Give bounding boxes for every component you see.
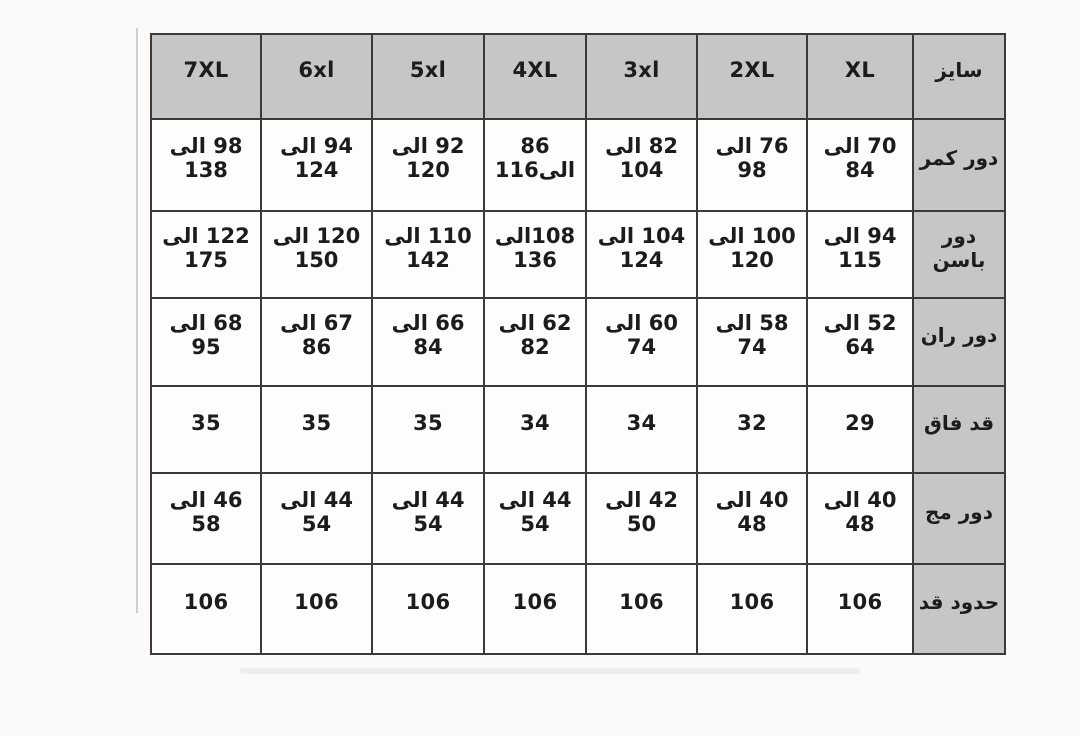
size-header-3xl: 3xl [586,34,697,119]
measurement-value-cell: 76 الى 98 [697,119,807,211]
table-row-cuff [151,473,1005,564]
measurement-value-cell: 34 [484,386,586,473]
header-row [151,34,1005,119]
table-row-length [151,564,1005,654]
measurement-value-cell: 60 الى 74 [586,298,697,386]
measurement-label-thigh: دور ران [913,298,1005,386]
measurement-value-cell: 58 الى 74 [697,298,807,386]
measurement-label-cuff: دور مج [913,473,1005,564]
measurement-value-cell: 66 الى 84 [372,298,484,386]
measurement-value-cell: 40 الى 48 [697,473,807,564]
size-header-xl: XL [807,34,913,119]
measurement-value-cell: 44 الى 54 [484,473,586,564]
measurement-value-cell: 35 [372,386,484,473]
size-header-7xl: 7XL [151,34,261,119]
table-row-thigh [151,298,1005,386]
measurement-value-cell: 35 [151,386,261,473]
measurement-value-cell: 44 الى 54 [261,473,372,564]
measurement-value-cell: 122 الى 175 [151,211,261,298]
measurement-value-cell: 52 الى 64 [807,298,913,386]
measurement-value-cell: 92 الى 120 [372,119,484,211]
table-row-rise [151,386,1005,473]
measurement-value-cell: 62 الى 82 [484,298,586,386]
measurement-value-cell: 32 [697,386,807,473]
measurement-value-cell: 106 [807,564,913,654]
measurement-value-cell: 94 الى 115 [807,211,913,298]
measurement-label-hip: دور باسن [913,211,1005,298]
measurement-value-cell: 108الى 136 [484,211,586,298]
measurement-value-cell: 120 الى 150 [261,211,372,298]
size-header-6xl: 6xl [261,34,372,119]
measurement-value-cell: 98 الى 138 [151,119,261,211]
measurement-value-cell: 106 [151,564,261,654]
measurement-value-cell: 46 الى 58 [151,473,261,564]
table-row-waist [151,119,1005,211]
measurement-value-cell: 35 [261,386,372,473]
measurement-value-cell: 106 [697,564,807,654]
measurement-value-cell: 94 الى 124 [261,119,372,211]
measurement-value-cell: 34 [586,386,697,473]
measurement-value-cell: 86 الى116 [484,119,586,211]
measurement-value-cell: 42 الى 50 [586,473,697,564]
corner-size-label: سايز [913,34,1005,119]
measurement-value-cell: 106 [372,564,484,654]
measurement-value-cell: 106 [586,564,697,654]
scan-artifact-line [136,28,138,613]
scan-artifact-smudge [240,668,860,674]
size-header-4xl: 4XL [484,34,586,119]
measurement-value-cell: 67 الى 86 [261,298,372,386]
measurement-value-cell: 82 الى 104 [586,119,697,211]
measurement-value-cell: 70 الى 84 [807,119,913,211]
measurement-value-cell: 29 [807,386,913,473]
measurement-value-cell: 106 [261,564,372,654]
measurement-value-cell: 40 الى 48 [807,473,913,564]
size-header-2xl: 2XL [697,34,807,119]
measurement-value-cell: 44 الى 54 [372,473,484,564]
table-row-hip [151,211,1005,298]
measurement-label-length: حدود قد [913,564,1005,654]
size-chart-table [150,33,1006,655]
measurement-value-cell: 106 [484,564,586,654]
measurement-label-waist: دور كمر [913,119,1005,211]
measurement-label-rise: قد فاق [913,386,1005,473]
measurement-value-cell: 110 الى 142 [372,211,484,298]
size-header-5xl: 5xl [372,34,484,119]
measurement-value-cell: 100 الى 120 [697,211,807,298]
measurement-value-cell: 104 الى 124 [586,211,697,298]
measurement-value-cell: 68 الى 95 [151,298,261,386]
